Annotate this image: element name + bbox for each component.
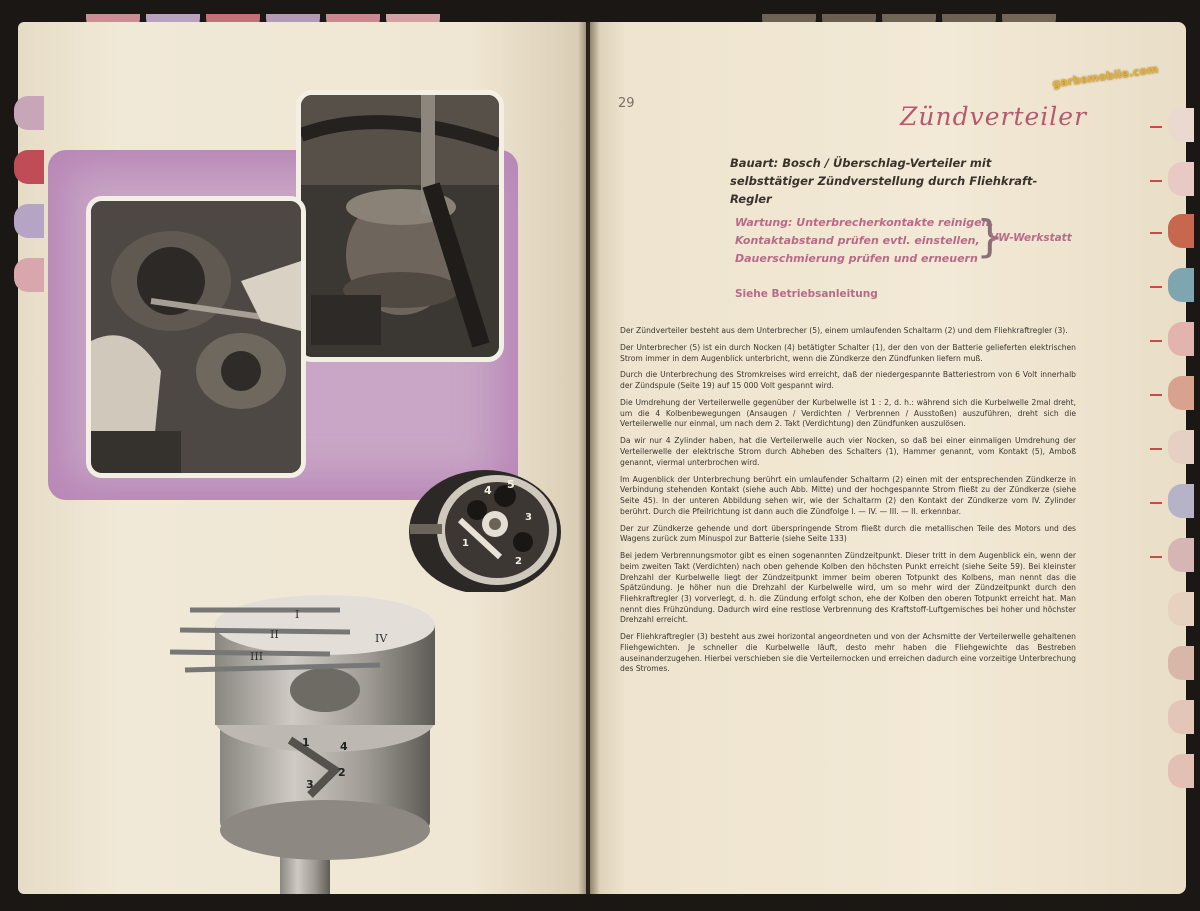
hand-tool-photo-graphic xyxy=(91,201,301,473)
part-label: 2 xyxy=(338,766,346,779)
distributor-cutaway-drawing xyxy=(160,580,450,894)
part-label: 4 xyxy=(340,740,348,753)
body-paragraph: Der Unterbrecher (5) ist ein durch Nocken (4) betätigter Schalter (1), der den von der Batterie gelieferten elektrischen Strom immer in dem Augenblick unterbricht, wenn die Zündkerze den Zündfunken liefern muß. xyxy=(620,342,1076,363)
tab-mark xyxy=(1150,286,1162,288)
left-thumb-tab xyxy=(14,96,44,130)
right-thumb-tab xyxy=(1168,592,1194,626)
body-text xyxy=(620,326,1076,681)
tab-mark xyxy=(1150,232,1162,234)
page-number: 29 xyxy=(618,96,635,111)
photo-engine-distributor-top xyxy=(296,90,504,362)
right-thumb-tab xyxy=(1168,162,1194,196)
right-thumb-tab xyxy=(1168,754,1194,788)
maintenance-list xyxy=(735,214,994,268)
body-paragraph: Da wir nur 4 Zylinder haben, hat die Verteilerwelle auch vier Nocken, so daß bei einer einmaligen Umdrehung der Verteilerwelle der elektrische Strom durch Abheben des Schalters (1), Hammer genannt, vom Kontakt (5), Amboß genannt, viermal unterbrochen wird. xyxy=(620,436,1076,467)
right-thumb-tab xyxy=(1168,484,1194,518)
workshop-label: VW-Werkstatt xyxy=(990,232,1072,244)
photo-contact-adjustment xyxy=(86,196,306,478)
right-thumb-tab xyxy=(1168,430,1194,464)
distributor-interior-figure xyxy=(405,462,565,592)
cylinder-label: II xyxy=(270,628,279,641)
tab-mark xyxy=(1150,126,1162,128)
tab-mark xyxy=(1150,502,1162,504)
cylinder-label: IV xyxy=(375,632,388,645)
tab-mark xyxy=(1150,340,1162,342)
left-thumb-tab xyxy=(14,258,44,292)
right-thumb-tab xyxy=(1168,376,1194,410)
body-paragraph: Im Augenblick der Unterbrechung berührt ein umlaufender Schaltarm (2) einen mit der entsprechenden Zündkerze in Verbindung stehenden Kontakt (siehe auch Abb. Mitte) und der hochgespannte Strom fließt zu der Zündkerze (siehe Seite 45). In der unteren Abbildung sehen wir, wie der Schaltarm (2) den Kontakt der Zündkerze vom IV. Zylinder berührt. Durch die Pfeilrichtung ist dann auch die Zündfolge I. — IV. — III. — II. erkennbar. xyxy=(620,474,1076,516)
distributor-label: 5 xyxy=(507,478,515,491)
maintenance-line: Kontaktabstand prüfen evtl. einstellen, xyxy=(735,234,980,247)
body-paragraph: Die Umdrehung der Verteilerwelle gegenüber der Kurbelwelle ist 1 : 2, d. h.: während sich die Kurbelwelle 2mal dreht, um die 4 Kolbenbewegungen (Ansaugen / Verdichten / Verbrennen / Ausstoßen) auszuführen, dreht sich die Verteilerwelle nur einmal, um nach dem 2. Takt (Verdichtung) den Zündfunken auszulösen. xyxy=(620,398,1076,429)
bauart-subtitle: Bauart: Bosch / Überschlag-Verteiler mit selbsttätiger Zündverstellung durch Fliehkraft-Regler xyxy=(730,156,1038,206)
maintenance-line: Dauerschmierung prüfen und erneuern xyxy=(735,252,978,265)
tab-mark xyxy=(1150,394,1162,396)
distributor-label: 2 xyxy=(515,556,522,567)
distributor-label: 1 xyxy=(462,538,469,549)
see-manual-note: Siehe Betriebsanleitung xyxy=(735,288,878,300)
part-label: 3 xyxy=(306,778,314,791)
left-thumb-tab xyxy=(14,150,44,184)
brace-symbol: } xyxy=(976,211,1004,262)
cylinder-label: I xyxy=(295,608,300,621)
tab-mark xyxy=(1150,180,1162,182)
distributor-label: 4 xyxy=(484,484,492,497)
right-thumb-tab xyxy=(1168,214,1194,248)
right-thumb-tab xyxy=(1168,322,1194,356)
site-watermark: garbsmobile.com xyxy=(1051,62,1160,91)
page-title: Zündverteiler xyxy=(900,102,1088,131)
distributor-drawing-graphic xyxy=(160,580,450,894)
body-paragraph: Der zur Zündkerze gehende und dort überspringende Strom fließt durch die metallischen Teile des Motors und des Wagens zurück zum Minuspol zur Batterie (siehe Seite 133) xyxy=(620,523,1076,544)
book-gutter xyxy=(578,22,600,894)
right-thumb-tab xyxy=(1168,108,1194,142)
tab-mark xyxy=(1150,448,1162,450)
right-thumb-tab xyxy=(1168,700,1194,734)
right-thumb-tab xyxy=(1168,646,1194,680)
part-label: 1 xyxy=(302,736,310,749)
distributor-interior-graphic xyxy=(405,462,565,592)
right-thumb-tab xyxy=(1168,538,1194,572)
body-paragraph: Der Fliehkraftregler (3) besteht aus zwei horizontal angeordneten und von der Achsmitte der Verteilerwelle gehaltenen Fliehgewichten. Je schneller die Kurbelwelle läuft, desto mehr haben die Fliehgewichte das Bestreben auseinanderzugehen. Hierbei verschieben sie die Verteilernocken und erreichen dadurch eine vorzeitige Unterbrechung des Stromes. xyxy=(620,632,1076,674)
maintenance-line: Wartung: Unterbrecherkontakte reinigen, xyxy=(735,216,994,229)
tab-mark xyxy=(1150,556,1162,558)
right-thumb-tab xyxy=(1168,268,1194,302)
body-paragraph: Durch die Unterbrechung des Stromkreises wird erreicht, daß der niedergespannte Batteriestrom von 6 Volt innerhalb der Zündspule (Seite 19) auf 15 000 Volt gespannt wird. xyxy=(620,370,1076,391)
body-paragraph: Bei jedem Verbrennungsmotor gibt es einen sogenannten Zündzeitpunkt. Dieser tritt in dem Augenblick ein, wenn der beim zweiten Takt (Verdichten) nach oben gehende Kolben den höchsten Punkt erreicht (siehe Seite 59). Bei kleinster Drehzahl der Kurbelwelle liegt der Zündzeitpunkt immer beim oberen Totpunkt des Kolbens, man nennt das die Spätzündung. Je höher nun die Drehzahl der Kurbelwelle wird, um so mehr wird der Zündzeitpunkt durch den Fliehkraftregler (3) vorverlegt, d. h. die Zündung erfolgt schon, ehe der Kolben den oberen Totpunkt erreicht hat. Man nennt dies Frühzündung. Dadurch wird eine restlose Verbrennung des Kraftstoff-Luftgemisches bei hoher und höchster Drehzahl erreicht. xyxy=(620,551,1076,625)
left-thumb-tab xyxy=(14,204,44,238)
body-paragraph: Der Zündverteiler besteht aus dem Unterbrecher (5), einem umlaufenden Schaltarm (2) und dem Fliehkraftregler (3). xyxy=(620,326,1068,335)
engine-photo-graphic xyxy=(301,95,499,357)
cylinder-label: III xyxy=(250,650,264,663)
distributor-label: 3 xyxy=(525,512,532,523)
